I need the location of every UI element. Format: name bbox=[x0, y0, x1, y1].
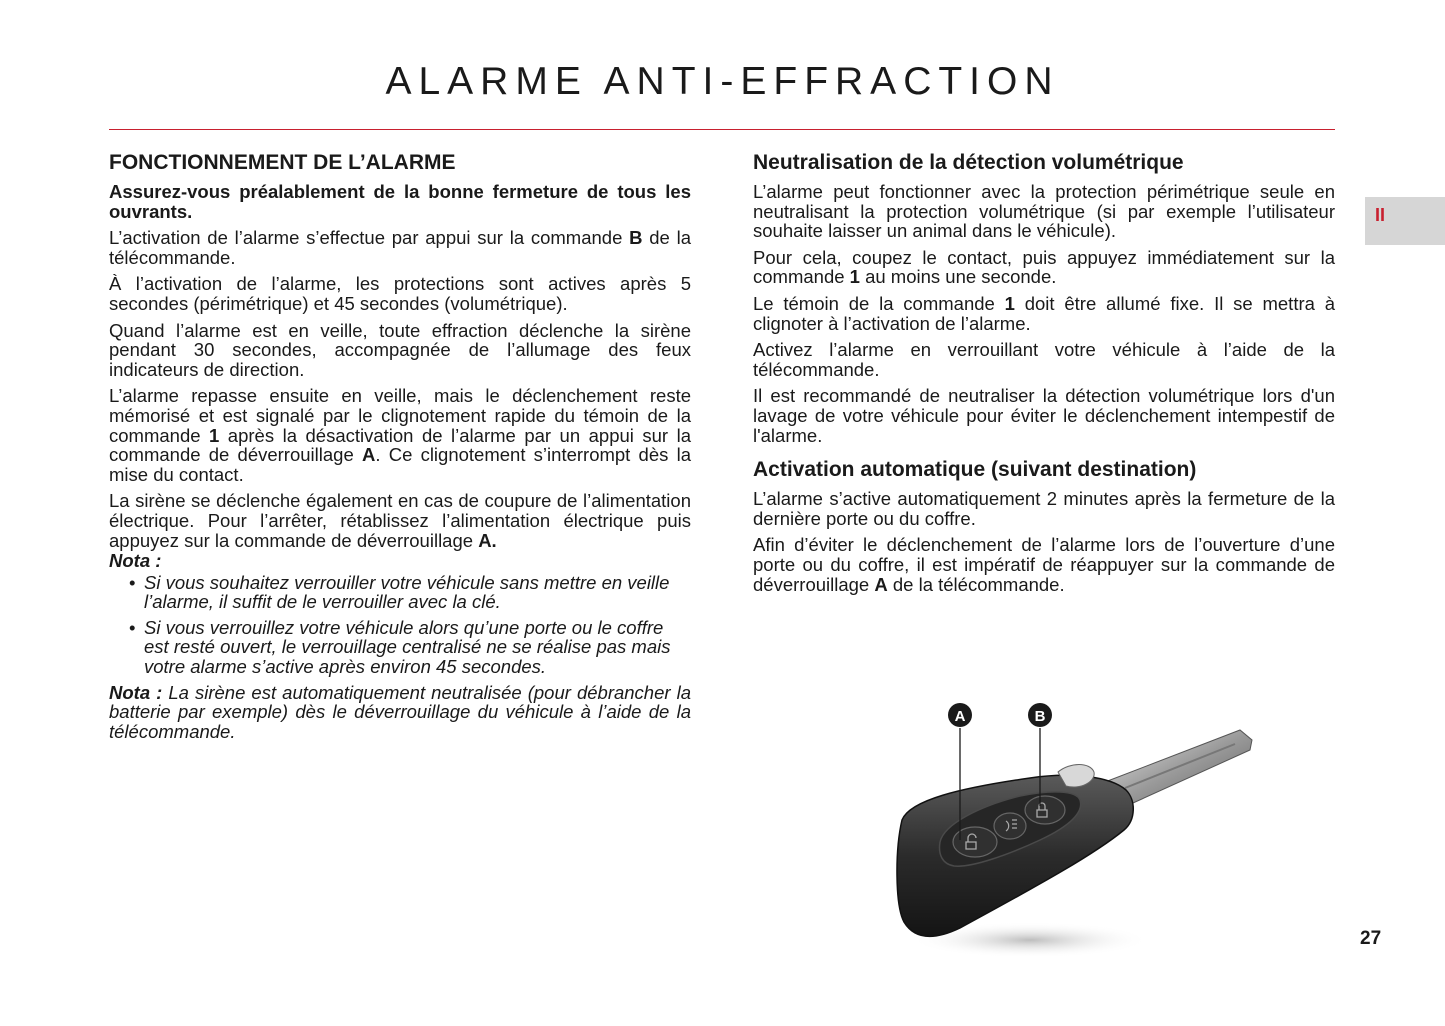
section-heading-activation: Activation automatique (suivant destination) bbox=[753, 458, 1197, 482]
nota-paragraph: Nota : La sirène est automatiquement neutralisée (pour débrancher la batterie par exemple) dès le déverrouillage du véhicule à l’aide de la télécommande. bbox=[109, 681, 691, 742]
paragraph: Activez l’alarme en verrouillant votre véhicule à l’aide de la télécommande. bbox=[753, 339, 1335, 380]
page-title: ALARME ANTI-EFFRACTION bbox=[385, 60, 1060, 103]
nota-label: Nota : bbox=[109, 550, 162, 572]
chapter-tab-label: II bbox=[1375, 205, 1386, 225]
lead-paragraph: Assurez-vous préalablement de la bonne fermeture de tous les ouvrants. bbox=[109, 181, 691, 222]
right-column bbox=[753, 150, 1335, 601]
remote-key-illustration bbox=[880, 690, 1280, 965]
note-bullet: • Si vous souhaitez verrouiller votre véhicule sans mettre en veille l’alarme, il suffit de le verrouiller avec la clé. bbox=[129, 571, 670, 613]
paragraph: L’alarme peut fonctionner avec la protection périmétrique seule en neutralisant la protection volumétrique (si par exemple l’utilisateur souhaite laisser un animal dans le véhicule). bbox=[753, 181, 1335, 242]
middle-button bbox=[994, 813, 1026, 839]
paragraph: L’alarme repasse ensuite en veille, mais le déclenchement reste mémorisé et est signalé par le clignotement rapide du témoin de la commande 1 après la désactivation de l’alarme par un appui sur la commande de déverrouillage A. Ce clignotement s’interrompt dès la mise du contact. bbox=[109, 385, 691, 485]
section-heading-fonctionnement: FONCTIONNEMENT DE L’ALARME bbox=[109, 151, 456, 174]
paragraph: L’alarme s’active automatiquement 2 minutes après la fermeture de la dernière porte ou du coffre. bbox=[753, 488, 1335, 529]
paragraph: Quand l’alarme est en veille, toute effraction déclenche la sirène pendant 30 secondes, accompagnée de l’allumage des feux indicateurs de direction. bbox=[109, 319, 691, 380]
chapter-tab[interactable] bbox=[1365, 197, 1445, 245]
paragraph: À l’activation de l’alarme, les protections sont actives après 5 secondes (périmétrique) et 45 secondes (volumétrique). bbox=[109, 273, 691, 314]
page-number: 27 bbox=[1360, 928, 1382, 949]
label-a: A bbox=[954, 708, 966, 725]
bullet-dot: • bbox=[129, 571, 136, 593]
paragraph: La sirène se déclenche également en cas de coupure de l’alimentation électrique. Pour l’arrêter, rétablissez l’alimentation électrique puis appuyez sur la commande de déverrouillage A. bbox=[109, 490, 691, 551]
bullet-dot: • bbox=[129, 616, 136, 638]
note-bullet: • Si vous verrouillez votre véhicule alors qu’une porte ou le coffre est resté ouvert, le verrouillage centralisé ne se réalise pas mais votre alarme s’active après environ 45 secondes. bbox=[129, 616, 671, 678]
left-column bbox=[109, 150, 691, 741]
title-divider bbox=[109, 129, 1335, 130]
paragraph: Pour cela, coupez le contact, puis appuyez immédiatement sur la commande 1 au moins une seconde. bbox=[753, 246, 1335, 288]
section-heading-neutralisation: Neutralisation de la détection volumétrique bbox=[753, 151, 1184, 174]
paragraph: Le témoin de la commande 1 doit être allumé fixe. Il se mettra à clignoter à l’activation de l’alarme. bbox=[753, 292, 1335, 334]
label-b: B bbox=[1034, 708, 1046, 725]
paragraph: Il est recommandé de neutraliser la détection volumétrique lors d'un lavage de votre véhicule pour éviter le déclenchement intempestif de l'alarme. bbox=[753, 385, 1335, 446]
paragraph: Afin d’éviter le déclenchement de l’alarme lors de l’ouverture d’une porte ou du coffre, il est impératif de réappuyer sur la commande de déverrouillage A de la télécommande. bbox=[753, 534, 1335, 595]
paragraph: L’activation de l’alarme s’effectue par appui sur la commande B de la télécommande. bbox=[109, 227, 691, 268]
